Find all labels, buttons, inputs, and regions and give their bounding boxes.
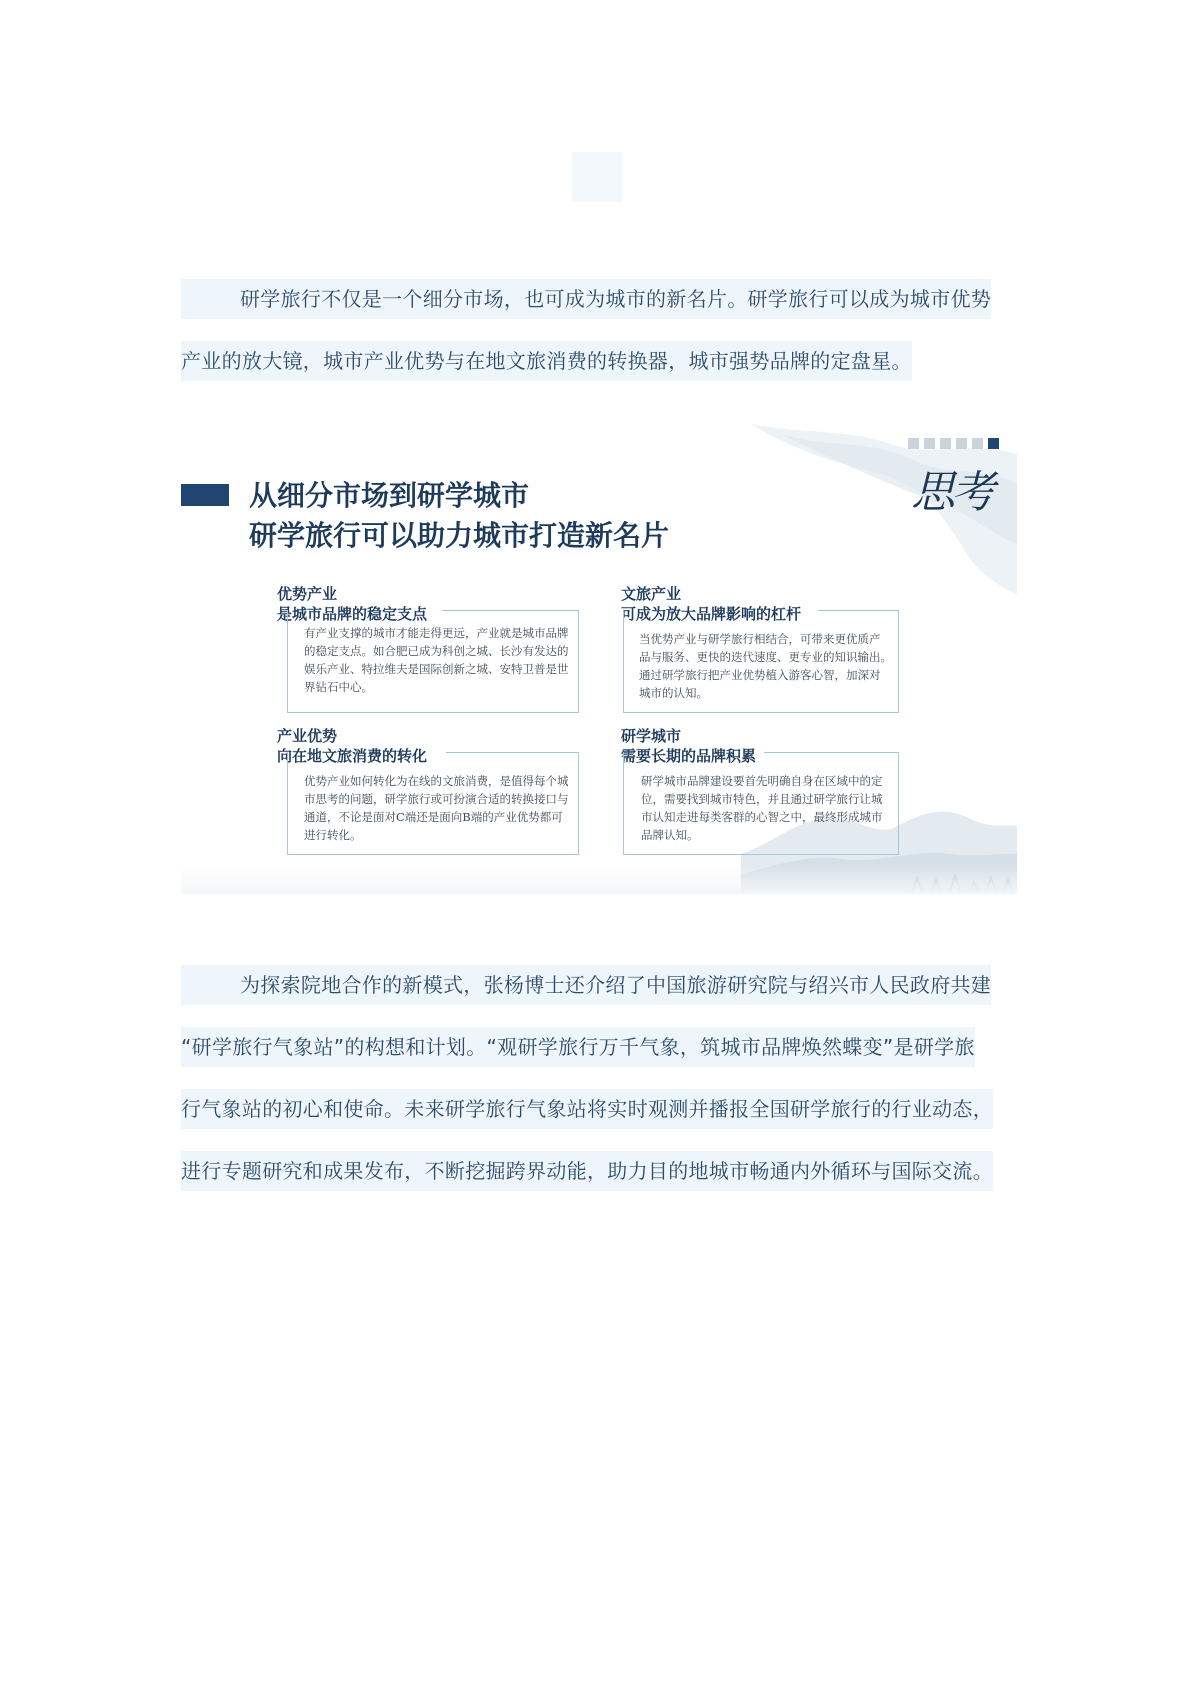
card-body-line: 研学城市品牌建设要首先明确自身在区域中的定	[641, 774, 883, 788]
card-body-line: 娱乐产业、特拉维夫是国际创新之城、安特卫普是世	[304, 662, 569, 676]
card-body	[304, 772, 569, 844]
card-heading-line: 可成为放大品牌影响的杠杆	[621, 605, 802, 623]
indicator-dot-active	[988, 438, 999, 449]
card-body	[304, 624, 569, 696]
card-heading-line: 向在地文旅消费的转化	[277, 747, 428, 765]
card-heading-line: 是城市品牌的稳定支点	[277, 605, 428, 623]
card-body-line: 界钻石中心。	[304, 680, 373, 694]
card-top-rule	[442, 610, 578, 611]
card-body	[639, 630, 892, 702]
card-body-line: 优势产业如何转化为在线的文旅消费，是值得每个城	[304, 774, 569, 788]
card-heading-line: 优势产业	[277, 585, 338, 603]
card-body-line: 品与服务、更快的迭代速度、更专业的知识输出。	[639, 650, 892, 664]
infographic-title	[249, 476, 669, 556]
card-body-line: 市认知走进每类客群的心智之中，最终形成城市	[641, 810, 883, 824]
card-heading-line: 文旅产业	[621, 585, 682, 603]
infographic	[181, 424, 1017, 894]
card-body-line: 的稳定支点。如合肥已成为科创之城、长沙有发达的	[304, 644, 569, 658]
indicator-dot	[908, 438, 919, 449]
card-heading-line: 产业优势	[277, 727, 338, 745]
card-body-line: 有产业支撑的城市才能走得更远，产业就是城市品牌	[304, 626, 569, 640]
card-body-line: 品牌认知。	[641, 828, 699, 842]
card-body-line: 城市的认知。	[639, 686, 708, 700]
card-body-line: 通过研学旅行把产业优势植入游客心智，加深对	[639, 668, 881, 682]
card-body	[641, 772, 883, 844]
bottom-wash	[181, 864, 1017, 894]
title-line-1: 从细分市场到研学城市	[249, 479, 530, 512]
card-top-rule	[764, 752, 898, 753]
title-accent-bar	[181, 484, 229, 506]
paragraph-line: “研学旅行气象站”的构想和计划。“观研学旅行万千气象，筑城市品牌焕然蝶变”是研学旅	[181, 1027, 975, 1067]
corner-label: 思考	[911, 467, 991, 518]
paragraph-line: 进行专题研究和成果发布，不断挖掘跨界动能，助力目的地城市畅通内外循环与国际交流。	[181, 1151, 993, 1191]
card-heading-line: 研学城市	[621, 727, 682, 745]
header-mark	[572, 152, 622, 202]
paragraph-line: 研学旅行不仅是一个细分市场，也可成为城市的新名片。研学旅行可以成为城市优势	[181, 279, 991, 319]
indicator-dot	[956, 438, 967, 449]
card-body-line: 位，需要找到城市特色，并且通过研学旅行让城	[641, 792, 883, 806]
indicator-dot	[972, 438, 983, 449]
card-top-rule	[446, 752, 578, 753]
paragraph-line: 行气象站的初心和使命。未来研学旅行气象站将实时观测并播报全国研学旅行的行业动态，	[181, 1089, 993, 1129]
paragraph-line: 为探索院地合作的新模式，张杨博士还介绍了中国旅游研究院与绍兴市人民政府共建	[181, 965, 991, 1005]
page-indicator	[908, 438, 999, 449]
card-top-rule	[818, 610, 898, 611]
card-body-line: 通道，不论是面对C端还是面向B端的产业优势都可	[304, 810, 563, 824]
card-body-line: 当优势产业与研学旅行相结合，可带来更优质产	[639, 632, 881, 646]
indicator-dot	[924, 438, 935, 449]
paragraph-line: 产业的放大镜，城市产业优势与在地文旅消费的转换器，城市强势品牌的定盘星。	[181, 341, 912, 381]
card-body-line: 市思考的问题，研学旅行或可扮演合适的转换接口与	[304, 792, 569, 806]
indicator-dot	[940, 438, 951, 449]
card-body-line: 进行转化。	[304, 828, 362, 842]
title-line-2: 研学旅行可以助力城市打造新名片	[249, 519, 670, 552]
card-heading-line: 需要长期的品牌积累	[621, 747, 757, 765]
